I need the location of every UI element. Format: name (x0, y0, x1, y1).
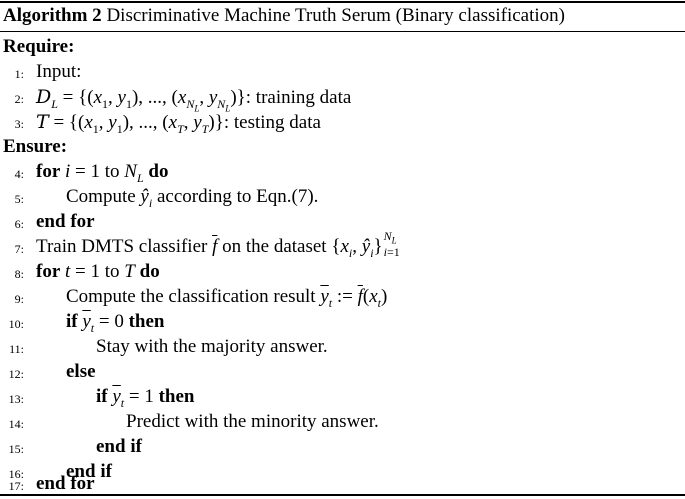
keyword-then: then (128, 311, 165, 332)
keyword-if: if (96, 386, 108, 407)
line-number: 14: (8, 417, 24, 431)
line-number: 6: (14, 217, 24, 231)
line-number: 2: (14, 92, 24, 106)
keyword-for: for (36, 161, 61, 182)
caption-rule (0, 31, 685, 32)
keyword-then: then (158, 386, 195, 407)
line-number: 16: (8, 467, 24, 481)
line-pre: Compute (66, 186, 141, 207)
training-data-formula: $D_L = \{(x_1$, $y_1$), ..., ($x_{N_L}$, $y_{N_L}$)}: training data (36, 86, 352, 114)
keyword-for: for (36, 261, 61, 282)
line-number: 11: (9, 342, 24, 356)
line-text: Stay with the majority answer. (96, 336, 328, 357)
line-number: 13: (8, 392, 24, 406)
line-mid: to (100, 161, 125, 182)
keyword-else: else (66, 361, 96, 382)
line-mid: on the dataset (217, 236, 332, 257)
line-post: according to Eqn.(7). (152, 186, 319, 207)
line-number: 17: (8, 479, 24, 493)
line-number: 10: (8, 317, 24, 331)
line-pre: Train DMTS classifier (36, 236, 213, 257)
line-suffix: : training data (245, 87, 352, 108)
testing-data-formula: $T = \{(x_1$, $y_1$), ..., ($x_T$, $y_T$)}: testing data (36, 111, 321, 136)
line-mid: to (100, 261, 125, 282)
keyword-end-for: end for (36, 473, 95, 494)
line-number: 5: (14, 192, 24, 206)
bottom-rule (0, 494, 685, 496)
keyword-end-if: end if (66, 461, 112, 482)
line-number: 4: (14, 167, 24, 181)
line-text: Input: (36, 61, 82, 82)
keyword-if: if (66, 311, 78, 332)
line-number: 12: (8, 367, 24, 381)
algorithm-caption (3, 5, 565, 27)
line-number: 8: (14, 267, 24, 281)
keyword-do: do (139, 261, 160, 282)
keyword-end-for: end for (36, 211, 95, 232)
keyword-end-if: end if (96, 436, 142, 457)
algorithm-title: Discriminative Machine Truth Serum (Binary classification) (106, 5, 565, 26)
algorithm-label: Algorithm 2 (3, 5, 102, 26)
line-pre: Compute the classification result (66, 286, 321, 307)
keyword-do: do (148, 161, 169, 182)
line-number: 9: (14, 292, 24, 306)
require-heading: Require: (3, 36, 75, 57)
ensure-heading: Ensure: (3, 136, 68, 157)
line-number: 1: (14, 67, 24, 81)
line-number: 3: (14, 117, 24, 131)
line-number: 7: (14, 242, 24, 256)
line-number: 15: (8, 442, 24, 456)
line-suffix: : testing data (223, 112, 321, 133)
line-text: Predict with the minority answer. (126, 411, 379, 432)
top-rule (0, 1, 685, 3)
